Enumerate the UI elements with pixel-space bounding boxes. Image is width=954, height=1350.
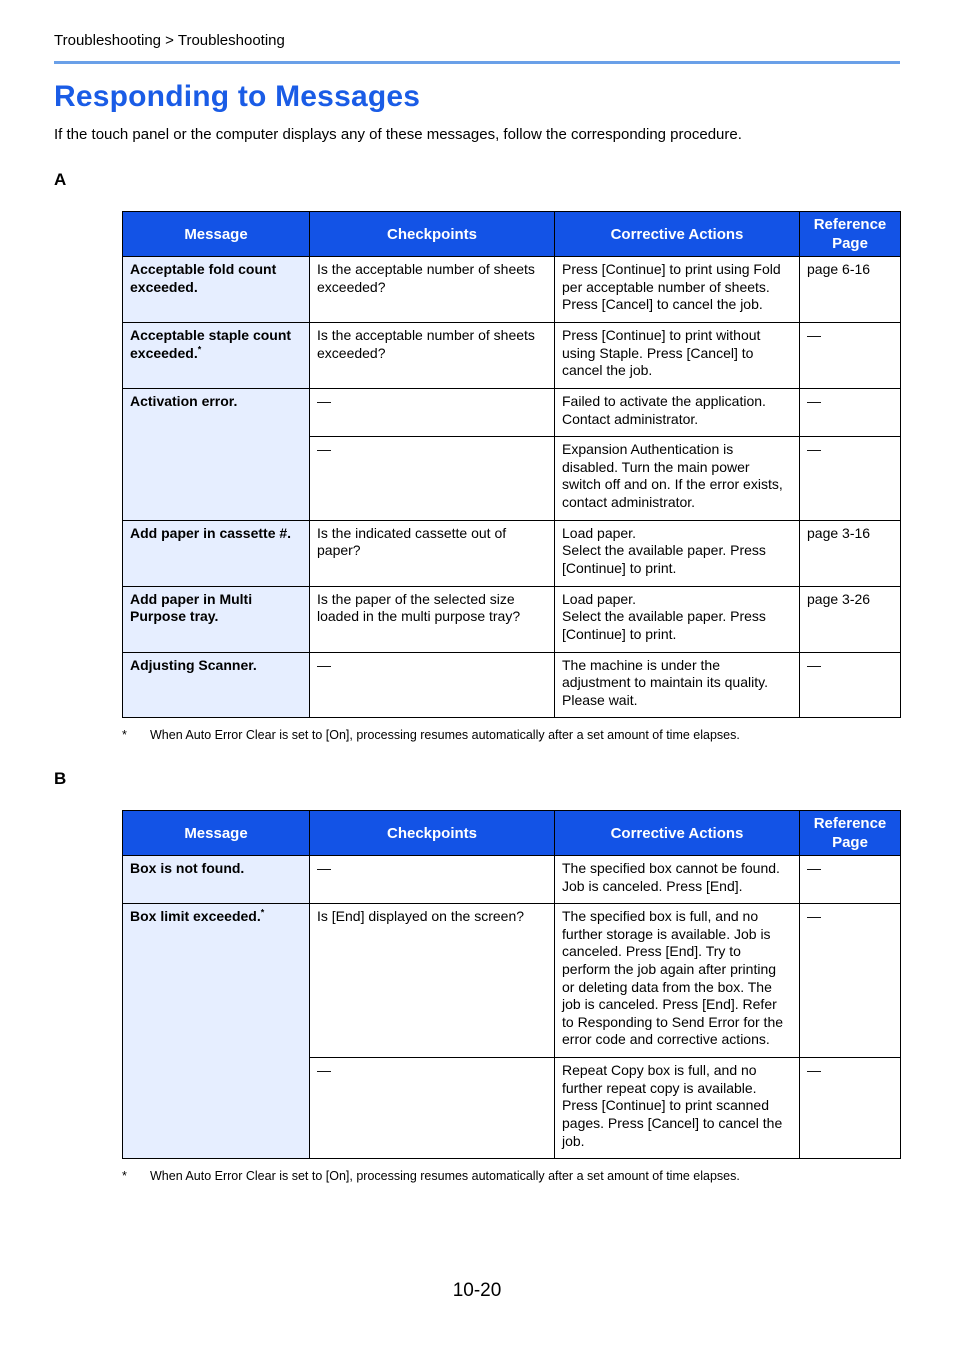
- checkpoint-cell: Is the indicated cassette out of paper?: [310, 520, 555, 586]
- header-reference-page: Reference Page: [800, 212, 901, 257]
- action-cell: Repeat Copy box is full, and no further repeat copy is available. Press [Continue] to print scanned pages. Press [Cancel] to cancel the job.: [555, 1058, 800, 1159]
- section-a-letter: A: [54, 170, 67, 189]
- table-row: [123, 856, 901, 904]
- footnote-a: [122, 728, 740, 742]
- checkpoint-cell: —: [310, 652, 555, 718]
- breadcrumb: Troubleshooting > Troubleshooting: [54, 32, 285, 49]
- reference-cell: —: [800, 652, 901, 718]
- table-row: [123, 257, 901, 323]
- messages-table-a: [122, 211, 901, 718]
- message-text: Acceptable staple count exceeded.: [130, 327, 292, 361]
- action-cell: Expansion Authentication is disabled. Turn the main power switch off and on. If the error exists, contact administrator.: [555, 437, 800, 520]
- section-b-letter: B: [54, 769, 67, 788]
- intro-text: If the touch panel or the computer displays any of these messages, follow the corresponding procedure.: [54, 126, 742, 143]
- action-line: Load paper.: [562, 590, 636, 607]
- checkpoint-cell: Is the acceptable number of sheets exceeded?: [310, 323, 555, 389]
- table-row: [123, 389, 901, 437]
- header-message: Message: [123, 212, 310, 257]
- footnote-text: When Auto Error Clear is set to [On], processing resumes automatically after a set amount of time elapses.: [150, 1169, 740, 1183]
- footnote-marker: *: [260, 907, 265, 918]
- action-cell: The specified box cannot be found. Job is canceled. Press [End].: [555, 856, 800, 904]
- reference-cell: —: [800, 904, 901, 1058]
- reference-cell: page 6-16: [800, 257, 901, 323]
- table-row: [123, 520, 901, 586]
- checkpoint-cell: Is the acceptable number of sheets exceeded?: [310, 257, 555, 323]
- reference-cell: —: [800, 389, 901, 437]
- table-row: [123, 652, 901, 718]
- header-checkpoints: Checkpoints: [310, 212, 555, 257]
- message-cell: Adjusting Scanner.: [123, 652, 310, 718]
- message-cell: Add paper in cassette #.: [123, 520, 310, 586]
- action-cell: Failed to activate the application. Contact administrator.: [555, 389, 800, 437]
- footnote-b: [122, 1169, 740, 1183]
- message-cell: Acceptable fold count exceeded.: [123, 257, 310, 323]
- checkpoint-cell: Is the paper of the selected size loaded in the multi purpose tray?: [310, 586, 555, 652]
- table-header-row: [123, 212, 901, 257]
- action-line: Select the available paper. Press [Continue] to print.: [562, 608, 766, 642]
- messages-table-b: [122, 810, 901, 1159]
- message-cell: Box is not found.: [123, 856, 310, 904]
- reference-cell: —: [800, 1058, 901, 1159]
- footnote-marker: *: [197, 343, 202, 354]
- footnote-star: *: [122, 1169, 127, 1183]
- reference-cell: —: [800, 437, 901, 520]
- action-cell: The specified box is full, and no further storage is available. Job is canceled. Press [End]. Try to perform the job again after printing or deleting data from the box. The job is canceled. Press [End]. Refer to Responding to Send Error for the error code and corrective actions.: [555, 904, 800, 1058]
- page-number: 10-20: [452, 1280, 502, 1301]
- header-corrective-actions: Corrective Actions: [555, 212, 800, 257]
- table-row: [123, 904, 901, 1058]
- footnote-star: *: [122, 728, 127, 742]
- header-checkpoints: Checkpoints: [310, 811, 555, 856]
- checkpoint-cell: —: [310, 389, 555, 437]
- table-row: [123, 586, 901, 652]
- checkpoint-cell: —: [310, 1058, 555, 1159]
- reference-cell: —: [800, 856, 901, 904]
- action-cell: [555, 586, 800, 652]
- table-row: [123, 323, 901, 389]
- message-cell: [123, 323, 310, 389]
- checkpoint-cell: —: [310, 437, 555, 520]
- message-cell: Add paper in Multi Purpose tray.: [123, 586, 310, 652]
- message-text: Box limit exceeded.: [130, 908, 261, 925]
- action-line: Select the available paper. Press [Continue] to print.: [562, 542, 766, 576]
- header-reference-page: Reference Page: [800, 811, 901, 856]
- checkpoint-cell: —: [310, 856, 555, 904]
- action-cell: Press [Continue] to print using Fold per acceptable number of sheets. Press [Cancel] to cancel the job.: [555, 257, 800, 323]
- message-cell: Activation error.: [123, 389, 310, 521]
- action-cell: [555, 520, 800, 586]
- header-corrective-actions: Corrective Actions: [555, 811, 800, 856]
- action-cell: Press [Continue] to print without using Staple. Press [Cancel] to cancel the job.: [555, 323, 800, 389]
- reference-cell: page 3-26: [800, 586, 901, 652]
- page-title: Responding to Messages: [54, 80, 421, 113]
- reference-cell: —: [800, 323, 901, 389]
- table-header-row: [123, 811, 901, 856]
- reference-cell: page 3-16: [800, 520, 901, 586]
- action-line: Load paper.: [562, 524, 636, 541]
- checkpoint-cell: Is [End] displayed on the screen?: [310, 904, 555, 1058]
- footnote-text: When Auto Error Clear is set to [On], processing resumes automatically after a set amount of time elapses.: [150, 728, 740, 742]
- header-message: Message: [123, 811, 310, 856]
- message-cell: [123, 904, 310, 1159]
- action-cell: The machine is under the adjustment to maintain its quality. Please wait.: [555, 652, 800, 718]
- header-rule: [54, 61, 900, 64]
